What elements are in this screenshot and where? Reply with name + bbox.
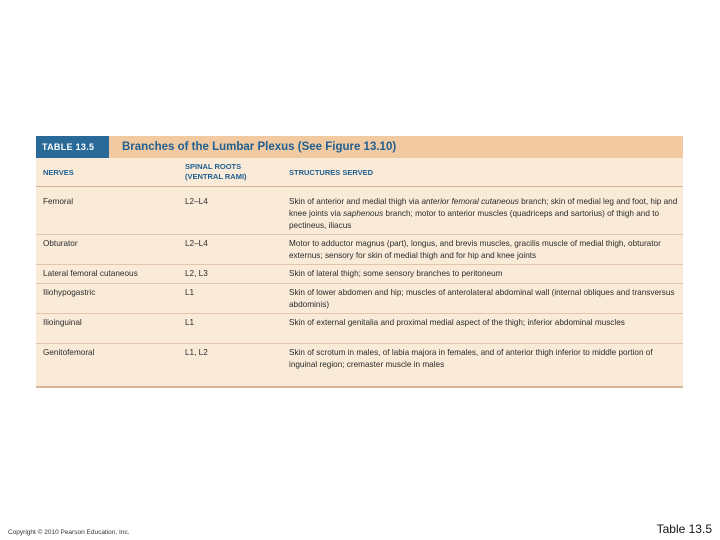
spinal-roots: L1 — [185, 288, 195, 297]
table-title: Branches of the Lumbar Plexus (See Figure 13.10) — [122, 141, 397, 153]
table-row — [36, 194, 683, 235]
spinal-roots: L2–L4 — [185, 239, 208, 248]
nerve-name: Genitofemoral — [43, 348, 95, 357]
table-title-bar — [36, 136, 683, 158]
emphasis-term: saphenous — [343, 208, 384, 218]
slide-label: Table 13.5 — [656, 522, 712, 536]
spinal-roots: L2, L3 — [185, 269, 208, 278]
structures-served: Skin of lateral thigh; some sensory branches to peritoneum — [289, 269, 503, 278]
emphasis-term: anterior femoral cutaneous — [421, 197, 519, 206]
spinal-roots: L2–L4 — [185, 197, 208, 206]
table-number-label: TABLE 13.5 — [36, 136, 109, 158]
nerve-name: Obturator — [43, 239, 78, 248]
structures-served: Skin of anterior and medial thigh via anterior femoral cutaneous branch; skin of medial leg and foot, hip and knee joints via saphenous branch; motor to anterior muscles (quadriceps and sartorius) of thigh and to pectineus, iliacus — [289, 197, 678, 230]
structures-served: Skin of external genitalia and proximal medial aspect of the thigh; inferior abdominal muscles — [289, 318, 625, 327]
header-spinal-roots: SPINAL ROOTS — [185, 162, 242, 171]
copyright-notice: Copyright © 2010 Pearson Education, Inc. — [8, 529, 130, 536]
structures-served: Motor to adductor magnus (part), longus, and brevis muscles, gracilis muscle of medial thigh, obturator externus; sensory for skin of medial thigh and for hip and knee joints — [289, 239, 661, 260]
lumbar-plexus-table — [36, 136, 683, 388]
table-row — [36, 345, 683, 373]
nerve-name: Lateral femoral cutaneous — [43, 269, 138, 278]
nerve-name: Iliohypogastric — [43, 288, 96, 297]
spinal-roots: L1, L2 — [185, 348, 208, 357]
spinal-roots: L1 — [185, 318, 195, 327]
nerve-name: Femoral — [43, 197, 74, 206]
table-row — [36, 236, 683, 265]
table-header — [36, 158, 683, 187]
table-row — [36, 315, 683, 344]
table-row — [36, 285, 683, 314]
header-structures-served: STRUCTURES SERVED — [289, 168, 374, 177]
header-nerves: NERVES — [43, 168, 74, 177]
table-row — [36, 266, 683, 284]
structures-served: Skin of lower abdomen and hip; muscles of anterolateral abdominal wall (internal obliques and transversus abdominis) — [289, 288, 675, 309]
header-ventral-rami: (VENTRAL RAMI) — [185, 172, 247, 181]
structures-served: Skin of scrotum in males, of labia majora in females, and of anterior thigh inferior to middle portion of inguinal region; cremaster muscle in males — [289, 348, 653, 369]
nerve-name: Ilioinguinal — [43, 318, 82, 327]
